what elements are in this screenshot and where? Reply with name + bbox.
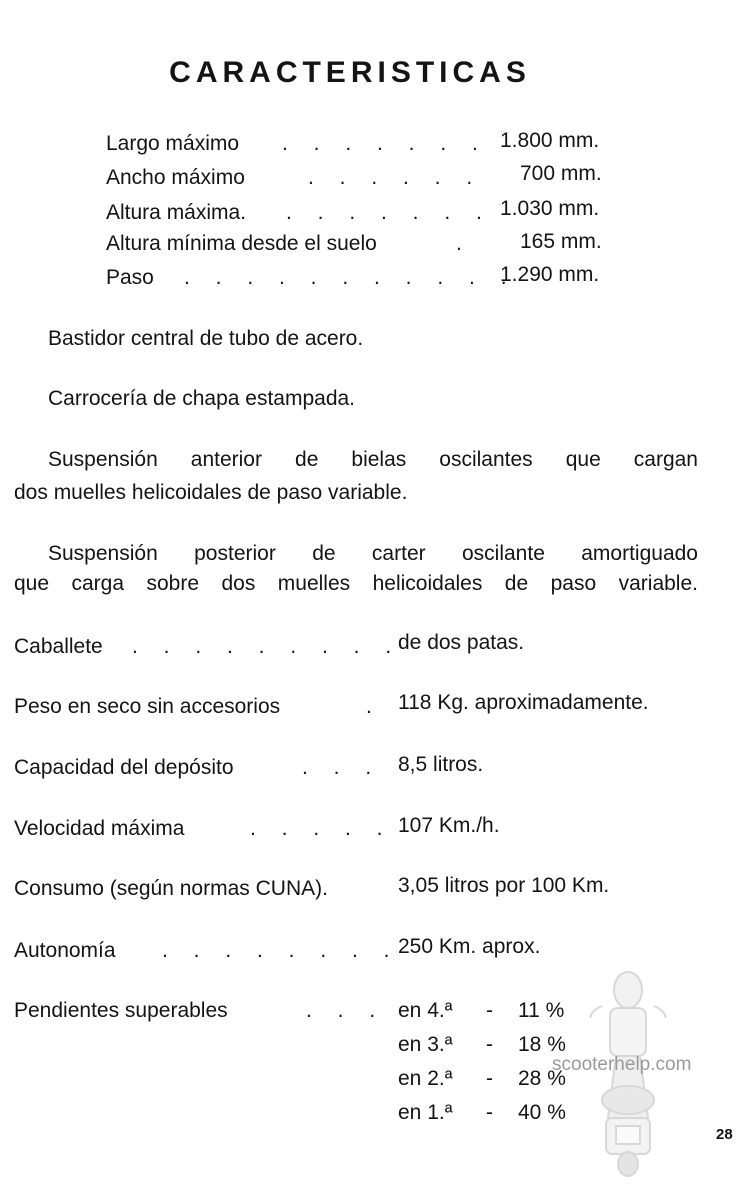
spec-label: Velocidad máxima — [14, 817, 185, 840]
dimension-value: 1.030 mm. — [500, 197, 600, 220]
spec-label: Caballete — [14, 635, 103, 658]
slope-value: 40 % — [518, 1101, 566, 1124]
slope-dash: - — [486, 1067, 493, 1090]
spec-dots: . . . — [302, 756, 382, 779]
slope-gear: en 3.ª — [398, 1033, 453, 1056]
paragraph-rear-suspension-line2: que carga sobre dos muelles helicoidales de paso variable. — [14, 572, 698, 595]
slope-gear: en 2.ª — [398, 1067, 453, 1090]
spec-dots: . . . . . — [250, 817, 393, 840]
paragraph-body: Carrocería de chapa estampada. — [48, 387, 356, 410]
dimension-label: Altura mínima desde el suelo — [106, 232, 377, 255]
spec-label: Capacidad del depósito — [14, 756, 234, 779]
slope-dash: - — [486, 1101, 493, 1124]
slope-dash: - — [486, 1033, 493, 1056]
dimension-label: Paso — [106, 266, 154, 289]
spec-value: 3,05 litros por 100 Km. — [398, 874, 610, 897]
spec-value: 8,5 litros. — [398, 753, 484, 776]
dimension-dots: . . . . . . — [308, 166, 483, 189]
dimension-value: 1.800 mm. — [500, 129, 600, 152]
spec-dots: . . . . . . . . — [162, 939, 400, 962]
watermark-text: scooterhelp.com — [552, 1054, 692, 1075]
page-title: CARACTERISTICAS — [169, 56, 531, 89]
slope-value: 11 % — [518, 999, 565, 1022]
dimension-dots: . . . . . . . — [282, 132, 488, 155]
spec-label: Peso en seco sin accesorios — [14, 695, 281, 718]
dimension-value: 1.290 mm. — [500, 263, 600, 286]
spec-dots: . — [366, 695, 382, 718]
dimension-label: Altura máxima. — [106, 201, 247, 224]
dimension-value: 165 mm. — [520, 230, 602, 253]
paragraph-front-suspension-line2: dos muelles helicoidales de paso variable. — [14, 481, 408, 504]
page-number: 28 — [716, 1126, 733, 1143]
dimension-dots: . — [456, 232, 472, 255]
dimension-dots: . . . . . . . . . . . — [184, 266, 517, 289]
dimension-dots: . . . . . . . — [286, 201, 492, 224]
spec-value: 118 Kg. aproximadamente. — [398, 691, 649, 714]
slope-gear: en 4.ª — [398, 999, 453, 1022]
dimension-value: 700 mm. — [520, 162, 602, 185]
spec-value: de dos patas. — [398, 631, 525, 654]
dimension-label: Largo máximo — [106, 132, 240, 155]
dimension-label: Ancho máximo — [106, 166, 245, 189]
slope-gear: en 1.ª — [398, 1101, 453, 1124]
spec-value: 250 Km. aprox. — [398, 935, 541, 958]
slope-dash: - — [486, 999, 493, 1022]
spec-label: Consumo (según normas CUNA). — [14, 877, 328, 900]
slopes-dots: . . . — [306, 999, 386, 1022]
slopes-label: Pendientes superables — [14, 999, 228, 1022]
slope-value: 28 % — [518, 1067, 566, 1090]
spec-value: 107 Km./h. — [398, 814, 500, 837]
spec-label: Autonomía — [14, 939, 116, 962]
paragraph-rear-suspension-line1: Suspensión posterior de carter oscilante amortiguado — [48, 542, 698, 565]
paragraph-frame: Bastidor central de tubo de acero. — [48, 327, 364, 350]
paragraph-front-suspension-line1: Suspensión anterior de bielas oscilantes que cargan — [48, 448, 698, 471]
slope-value: 18 % — [518, 1033, 566, 1056]
spec-dots: . . . . . . . . . — [132, 635, 402, 658]
